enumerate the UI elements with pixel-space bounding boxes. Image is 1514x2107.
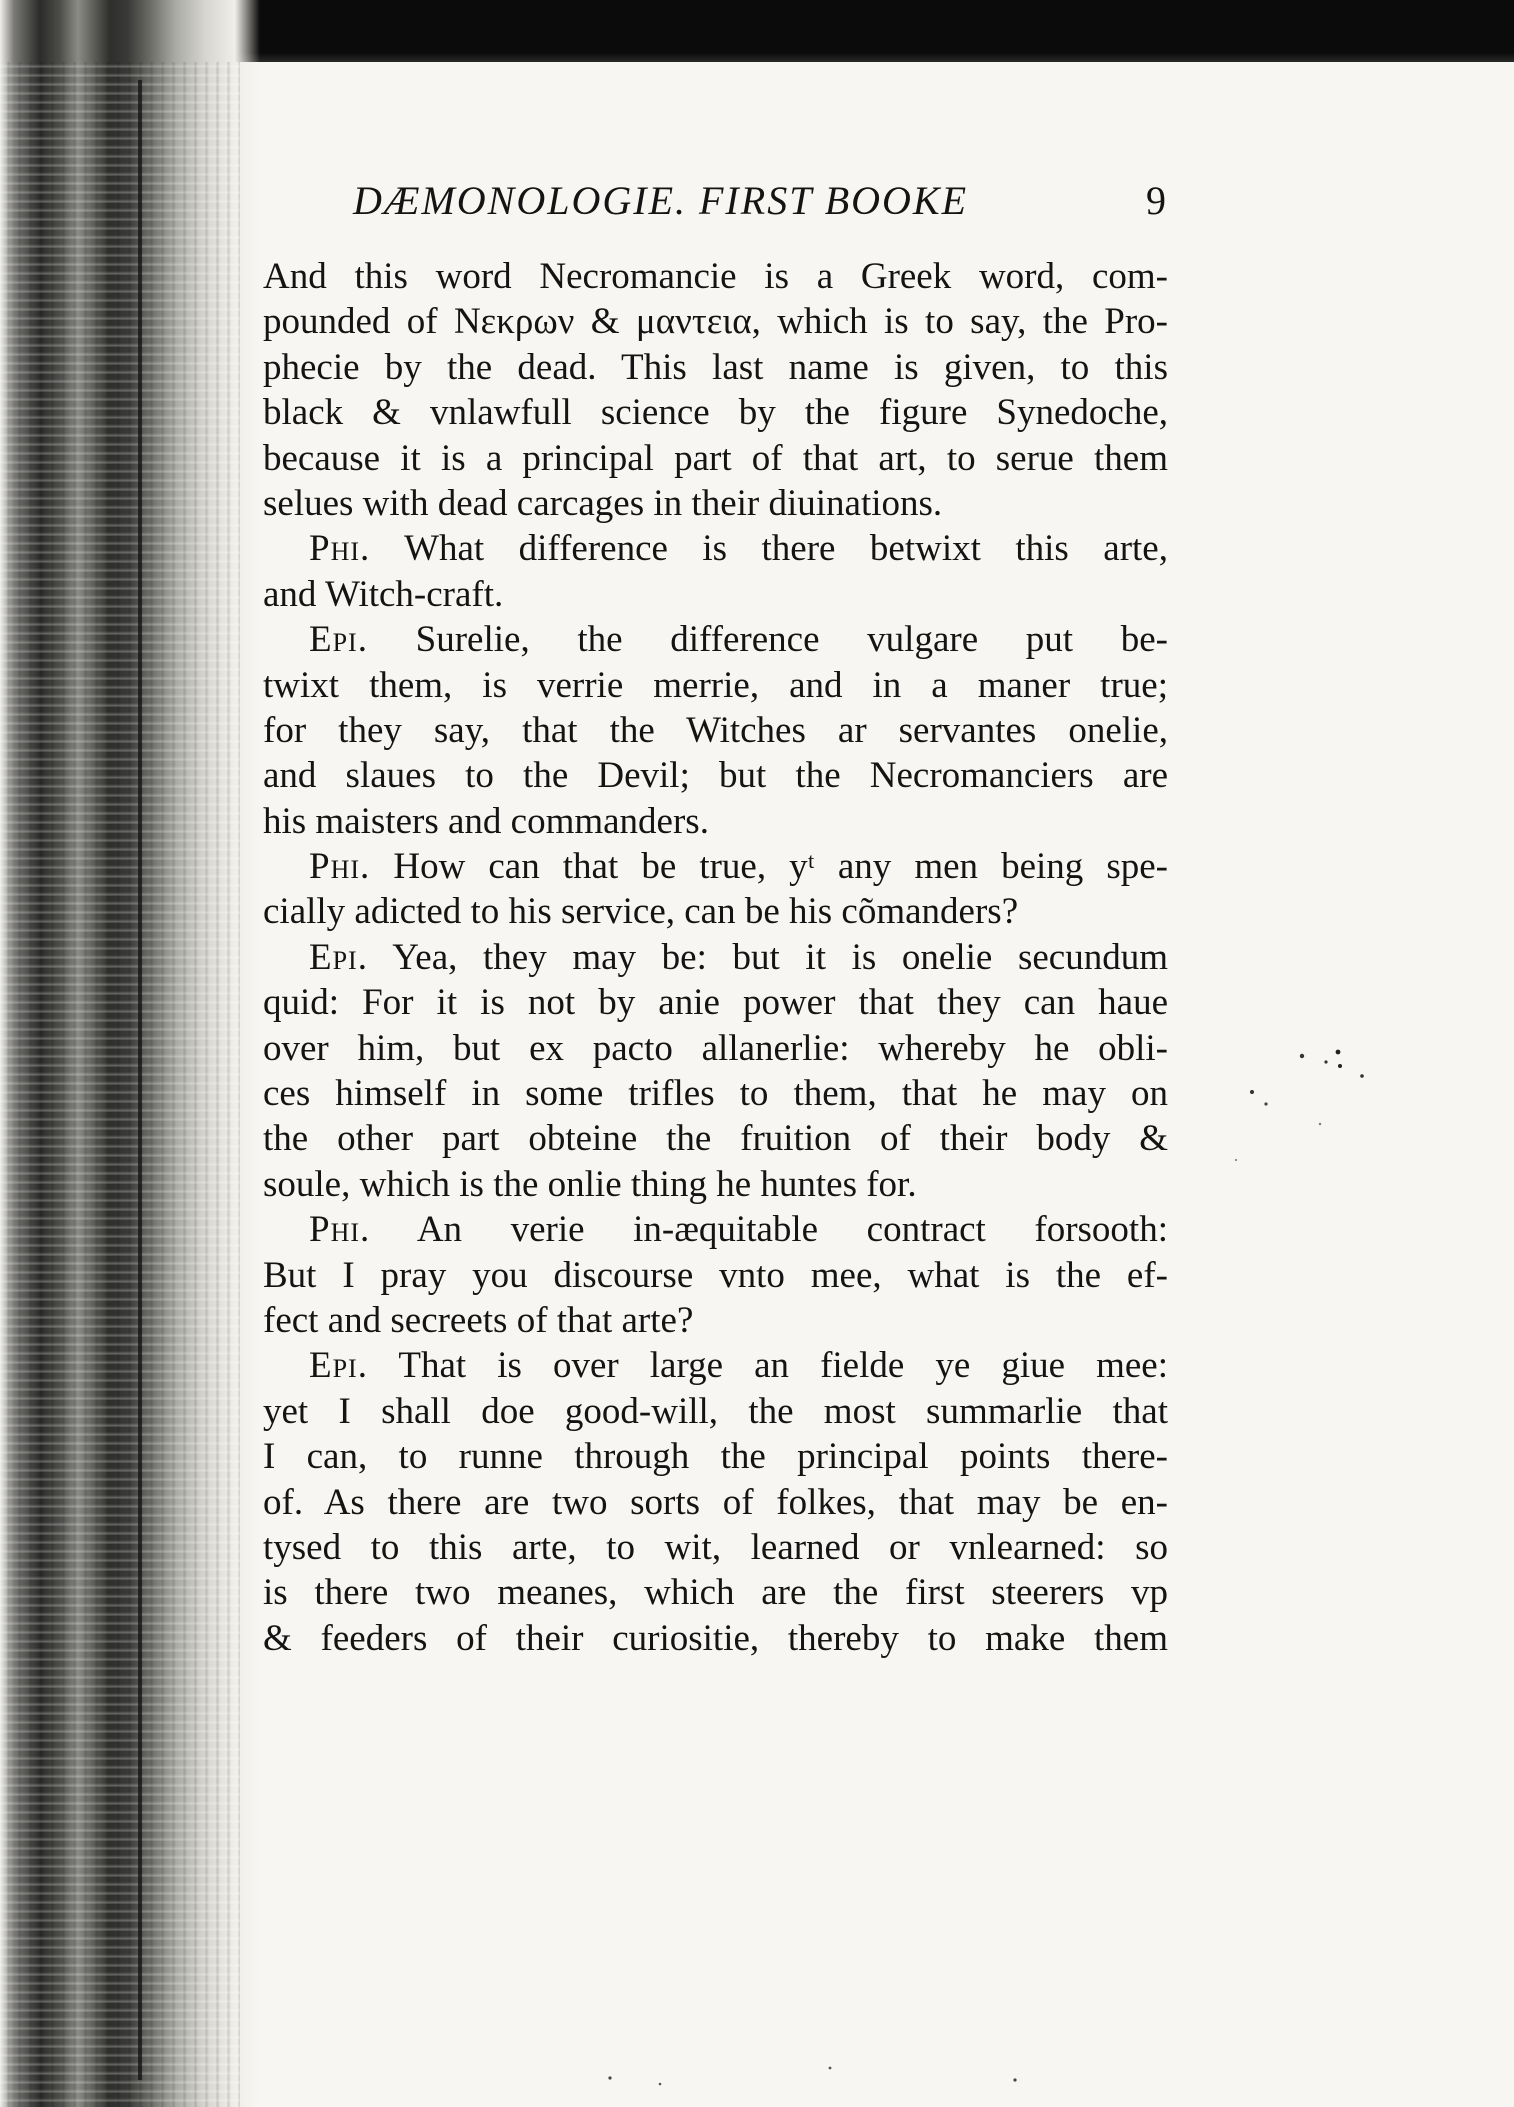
- text-line: because it is a principal part of that art, to serue them: [263, 437, 1168, 479]
- speech-line: [263, 617, 1168, 662]
- running-head: [263, 176, 1168, 226]
- speech-text: What difference is there betwixt this arte,: [404, 528, 1168, 570]
- speech-text: How can that be true, yᵗ any men being spe-: [393, 846, 1168, 888]
- speaker-label: Phi.: [309, 528, 371, 570]
- text-line: the other part obteine the fruition of their body &: [263, 1118, 1168, 1160]
- speech-text: Surelie, the difference vulgare put be-: [415, 619, 1168, 661]
- text-line: black & vnlawfull science by the figure Synedoche,: [263, 392, 1168, 434]
- text-line: fect and secreets of that arte?: [263, 1299, 694, 1341]
- body-text: [263, 254, 1168, 1661]
- gutter-fold-line: [138, 80, 142, 2080]
- text-line: of. As there are two sorts of folkes, that may be en-: [263, 1481, 1168, 1523]
- text-line: his maisters and commanders.: [263, 800, 709, 842]
- text-line: and slaues to the Devil; but the Necromanciers are: [263, 755, 1168, 797]
- gutter-noise: [0, 62, 240, 2107]
- text-line: cially adicted to his service, can be his cõmanders?: [263, 891, 1019, 933]
- speech-line: [263, 935, 1168, 980]
- text-line: is there two meanes, which are the first steerers vp: [263, 1572, 1168, 1614]
- text-line: twixt them, is verrie merrie, and in a maner true;: [263, 664, 1168, 706]
- text-line: And this word Necromancie is a Greek word, com-: [263, 256, 1168, 297]
- speech-line: [263, 844, 1168, 889]
- text-line: I can, to runne through the principal points there-: [263, 1436, 1168, 1478]
- text-line: soule, which is the onlie thing he huntes for.: [263, 1163, 917, 1205]
- page-number: 9: [1146, 178, 1168, 223]
- text-line: tysed to this arte, to wit, learned or vnlearned: so: [263, 1526, 1168, 1568]
- text-line: selues with dead carcages in their diuinations.: [263, 482, 943, 524]
- speech-line: [263, 526, 1168, 571]
- text-line: phecie by the dead. This last name is given, to this: [263, 346, 1168, 388]
- speech-line: [263, 1207, 1168, 1252]
- speaker-label: Phi.: [309, 1209, 371, 1251]
- bottom-specks: [500, 2060, 1100, 2100]
- running-title: DÆMONOLOGIE. FIRST BOOKE: [353, 178, 969, 223]
- text-line: & feeders of their curiositie, thereby to make them: [263, 1617, 1168, 1659]
- book-page: [263, 176, 1168, 1661]
- speaker-label: Epi.: [309, 619, 368, 661]
- speech-text: Yea, they may be: but it is onelie secundum: [392, 936, 1168, 978]
- text-line: But I pray you discourse vnto mee, what is the ef-: [263, 1254, 1168, 1296]
- text-line: quid: For it is not by anie power that they can haue: [263, 982, 1168, 1024]
- text-line: pounded of Νεκρων & μαντεια, which is to say, the Pro-: [263, 301, 1168, 343]
- ink-specks: [1230, 1040, 1400, 1200]
- text-line: over him, but ex pacto allanerlie: whereby he obli-: [263, 1027, 1168, 1069]
- speech-text: That is over large an fielde ye giue mee:: [398, 1345, 1168, 1387]
- text-line: and Witch-craft.: [263, 573, 504, 615]
- speaker-label: Phi.: [309, 846, 371, 888]
- text-line: for they say, that the Witches ar servantes onelie,: [263, 709, 1168, 751]
- speech-line: [263, 1343, 1168, 1388]
- speech-text: An verie in-æquitable contract forsooth:: [416, 1209, 1168, 1251]
- speaker-label: Epi.: [309, 936, 368, 978]
- text-line: ces himself in some trifles to them, that he may on: [263, 1073, 1168, 1115]
- speaker-label: Epi.: [309, 1345, 368, 1387]
- text-line: yet I shall doe good-will, the most summarlie that: [263, 1390, 1168, 1432]
